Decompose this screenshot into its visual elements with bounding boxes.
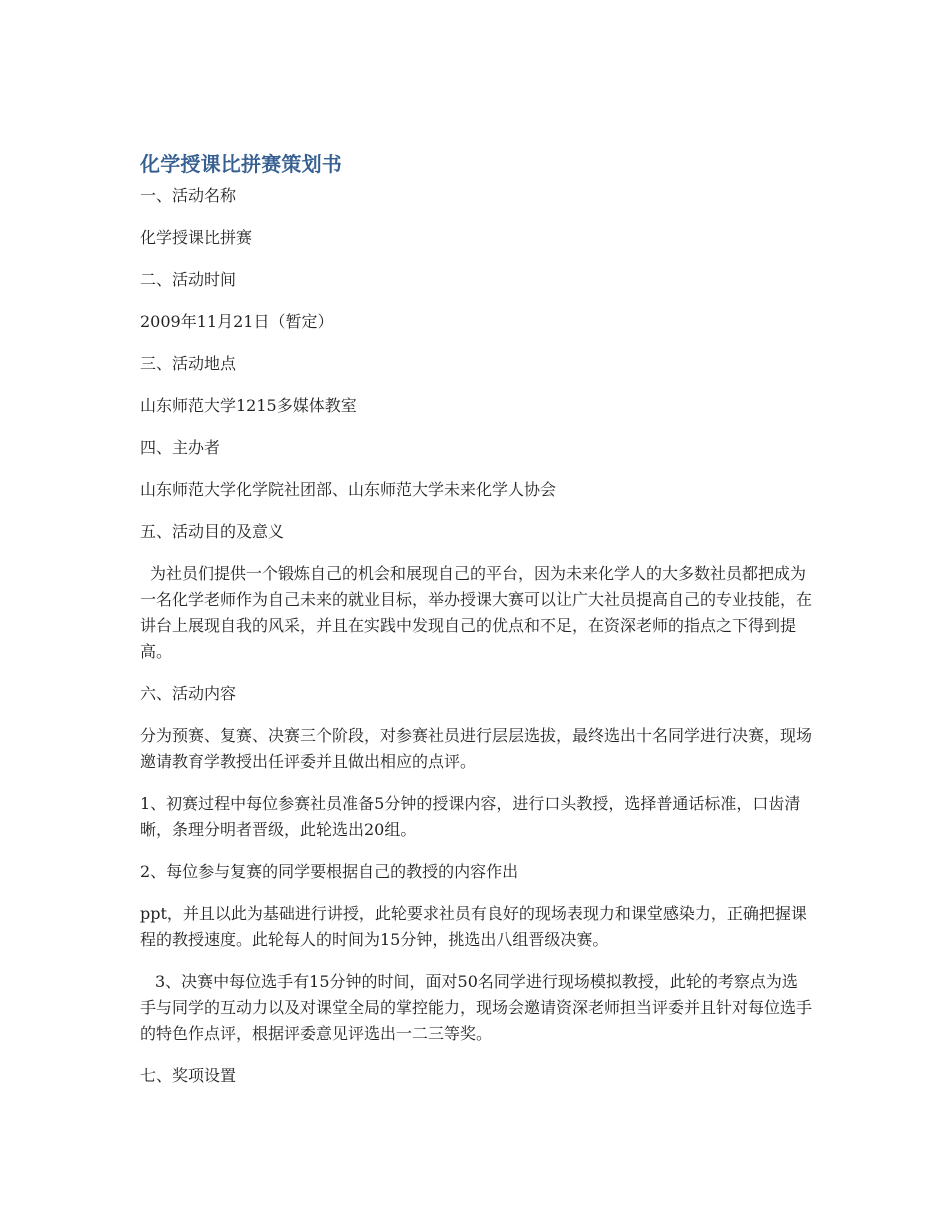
section-heading-awards: 七、奖项设置 <box>140 1066 237 1085</box>
section-heading-activity-name: 一、活动名称 <box>140 186 237 205</box>
content-item-preliminary: 1、初赛过程中每位参赛社员准备5分钟的授课内容，进行口头教授，选择普通话标准，口齿清晰，条理分明者晋级，此轮选出20组。 <box>140 794 801 839</box>
section-heading-purpose: 五、活动目的及意义 <box>140 522 285 541</box>
document-title: 化学授课比拼赛策划书 <box>140 152 342 176</box>
section-heading-organizer: 四、主办者 <box>140 438 221 457</box>
section-heading-activity-time: 二、活动时间 <box>140 270 237 289</box>
section-heading-content: 六、活动内容 <box>140 684 237 703</box>
activity-location-text: 山东师范大学1215多媒体教室 <box>140 396 357 415</box>
content-item-final: 3、决赛中每位选手有15分钟的时间，面对50名同学进行现场模拟教授，此轮的考察点为选手与同学的互动力以及对课堂全局的掌控能力，现场会邀请资深老师担当评委并且针对每位选手的特色作点评，根据评委意见评选出一二三等奖。 <box>140 972 813 1043</box>
activity-name-text: 化学授课比拼赛 <box>140 228 253 247</box>
content-item-semifinal-line2: ppt，并且以此为基础进行讲授，此轮要求社员有良好的现场表现力和课堂感染力，正确把握课程的教授速度。此轮每人的时间为15分钟，挑选出八组晋级决赛。 <box>140 904 807 949</box>
content-intro-paragraph: 分为预赛、复赛、决赛三个阶段，对参赛社员进行层层选拔，最终选出十名同学进行决赛，现场邀请教育学教授出任评委并且做出相应的点评。 <box>140 726 813 771</box>
document-body <box>140 150 812 1105</box>
activity-time-text: 2009年11月21日（暂定） <box>140 312 334 331</box>
content-item-semifinal-line1: 2、每位参与复赛的同学要根据自己的教授的内容作出 <box>140 862 519 881</box>
purpose-paragraph: 为社员们提供一个锻炼自己的机会和展现自己的平台，因为未来化学人的大多数社员都把成为一名化学老师作为自己未来的就业目标，举办授课大赛可以让广大社员提高自己的专业技能，在讲台上展现自我的风采，并且在实践中发现自己的优点和不足，在资深老师的指点之下得到提高。 <box>140 564 813 661</box>
organizer-text: 山东师范大学化学院社团部、山东师范大学未来化学人协会 <box>140 480 557 499</box>
section-heading-activity-location: 三、活动地点 <box>140 354 237 373</box>
